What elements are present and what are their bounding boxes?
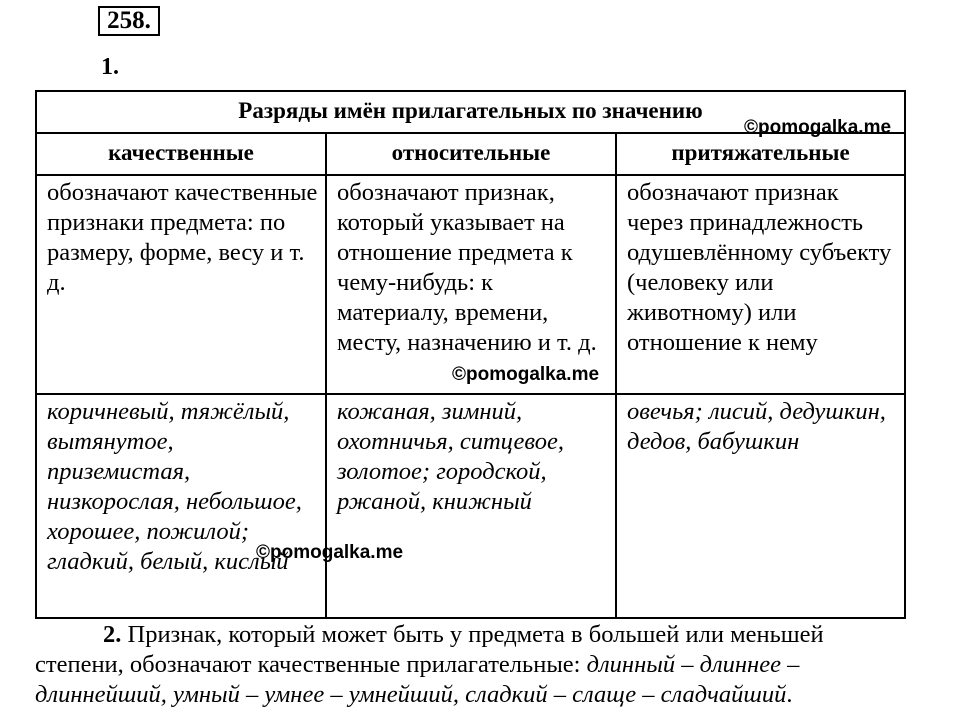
examples-relative: кожаная, зимний, охотничья, ситцевое, золотое; городской, ржаной, книжный bbox=[337, 398, 564, 515]
watermark: ©pomogalka.me bbox=[452, 364, 600, 385]
part2-end: . bbox=[786, 681, 793, 708]
watermark: ©pomogalka.me bbox=[256, 542, 404, 563]
examples-possessive: овечья; лисий, дедушкин, дедов, бабушкин bbox=[627, 398, 886, 455]
watermark: ©pomogalka.me bbox=[744, 117, 892, 138]
definition-possessive: обозначают признак через принадлежность одушевлённому субъекту (человеку или животному) или отношение к нему bbox=[627, 179, 892, 356]
adjective-categories-table bbox=[35, 90, 906, 619]
part2-paragraph bbox=[35, 620, 904, 710]
part1-label: 1. bbox=[101, 54, 119, 80]
part2-text: Признак, который может быть у предмета в большей или меньшей степени, обозначают качественные прилагательные: bbox=[35, 621, 824, 678]
header-qualitative: качественные bbox=[36, 133, 326, 175]
table-title: Разряды имён прилагательных по значению bbox=[36, 91, 905, 133]
part2-label: 2. bbox=[103, 621, 122, 648]
exercise-number: 258. bbox=[98, 6, 160, 36]
examples-qualitative: коричневый, тяжёлый, вытянутое, приземистая, низкорослая, небольшое, хорошее, пожилой; гладкий, белый, кислый bbox=[47, 398, 302, 575]
definition-relative: обозначают признак, который указывает на отношение предмета к чему-нибудь: к материалу, времени, месту, назначению и т. д. bbox=[337, 179, 597, 356]
definition-qualitative: обозначают качественные признаки предмета: по размеру, форме, весу и т. д. bbox=[47, 179, 318, 296]
header-possessive: притяжательные bbox=[616, 133, 905, 175]
part2-examples: длинный – длиннее – длиннейший, умный – умнее – умнейший, сладкий – слаще – сладчайший bbox=[35, 651, 800, 708]
header-relative: относительные bbox=[326, 133, 616, 175]
